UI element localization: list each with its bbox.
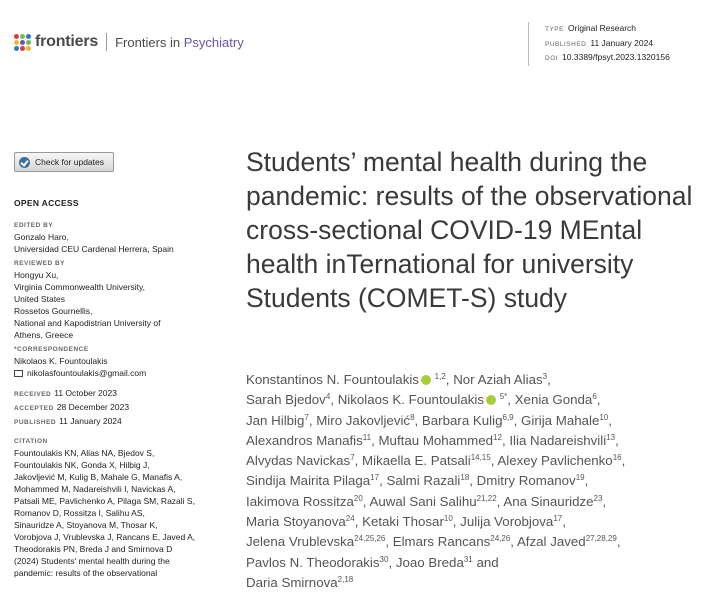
date-received [14,387,214,401]
reviewer-line: Rossetos Gournellis, [14,306,93,316]
author-name[interactable]: Elmars Rancans [392,534,491,550]
reviewed-by [14,259,214,341]
author-affiliation: 27,28,29 [585,534,617,544]
citation-line: pandemic: results of the observational [14,568,158,578]
article-dates [14,387,214,429]
citation-line: Fountoulakis KN, Alias NA, Bjedov S, [14,448,155,458]
check-for-updates-button[interactable] [14,152,114,172]
author-affiliation: 8 [410,412,415,422]
author-affiliation: 14,15 [470,453,491,463]
orcid-icon[interactable] [421,375,431,385]
open-access-label: OPEN ACCESS [14,198,79,208]
reviewer-line: Athens, Greece [14,330,74,340]
author-affiliation: 3 [542,372,548,381]
editor-line: Universidad CEU Cardenal Herrera, Spain [14,244,174,254]
check-icon [19,157,30,168]
citation-line: Sinauridze A, Stoyanova M, Thosar K, [14,520,158,530]
journal-specialty: Psychiatry [183,34,244,50]
author-name[interactable]: Girija Mahale [521,412,600,428]
author-affiliation: 4 [325,392,331,402]
edited-by [14,221,214,255]
date-accepted [14,401,214,415]
frontiers-logo[interactable] [14,33,244,51]
correspondence-email-row[interactable] [14,367,214,379]
citation-line: Patsali ME, Pavlichenko A, Pilaga SM, Razali S, [14,496,195,506]
date-key: ACCEPTED [14,405,54,412]
correspondence-email[interactable]: nikolasfountoulakis@gmail.com [27,368,147,378]
correspondence-heading: *CORRESPONDENCE [14,346,89,353]
citation-line: Vorobjova J, Vrublevska J, Rancans E, Javed A, [14,532,196,542]
meta-doi[interactable] [545,51,670,66]
date-key: PUBLISHED [14,419,57,426]
author-affiliation: 20 [353,493,363,503]
author-affiliation: 23 [593,493,603,503]
author-name[interactable]: Maria Stoyanova [246,514,346,530]
author-name[interactable]: Konstantinos N. Fountoulakis [246,372,419,387]
author-name[interactable]: Xenia Gonda [514,392,593,408]
author-name[interactable]: Dmitry Romanov [476,473,576,489]
author-affiliation: 31 [463,554,473,564]
author-name[interactable]: Jan Hilbig [246,412,305,428]
author-name[interactable]: Joao Breda [395,554,464,570]
meta-key: DOI [545,55,559,62]
author-name[interactable]: Ketaki Thosar [362,514,444,530]
citation-heading: CITATION [14,438,48,445]
reviewer-line: Virginia Commonwealth University, [14,282,146,292]
meta-value: Original Research [567,23,637,33]
author-name[interactable]: Sarah Bjedov [246,392,326,408]
check-updates-label: Check for updates [35,157,104,167]
author-affiliation: 6 [592,392,597,402]
author-name[interactable]: Mikaella E. Patsali [362,453,471,469]
editor-line: Gonzalo Haro, [14,232,69,242]
author-affiliation: 21,22 [476,493,497,503]
meta-value: 11 January 2024 [590,37,654,48]
brand-name: frontiers [35,33,99,50]
author-affiliation: 11 [362,432,372,442]
doi-link[interactable]: 10.3389/fpsyt.2023.1320156 [562,52,670,62]
article-title: Students’ mental health during the pandemic: results of the observational cross-sectional COVID-19 MEntal health inTernational for university Students (COMET-S) study [246,147,693,313]
author-affiliation: 24 [345,514,355,524]
author-affiliation: 5* [499,392,508,402]
article-sidebar [14,197,214,583]
author-name[interactable]: Jelena Vrublevska [246,534,355,550]
author-affiliation: 2,18 [337,574,354,584]
author-name[interactable]: Auwal Sani Salihu [369,493,477,509]
meta-key: TYPE [545,26,564,33]
meta-type [545,22,670,37]
author-name[interactable]: Muftau Mohammed [378,432,494,448]
citation-line: Theodorakis PN, Breda J and Smirnova D [14,544,173,554]
author-affiliation: 7 [350,453,355,463]
journal-prefix: Frontiers in [115,34,184,50]
citation [14,437,214,579]
frontiers-logo-icon [14,34,31,51]
author-name[interactable]: Daria Smirnova [246,574,338,590]
reviewer-line: United States [14,294,66,304]
correspondence-name: Nikolaos K. Fountoulakis [14,356,108,366]
author-name[interactable]: Sindija Mairita Pilaga [246,473,371,489]
citation-line: Jakovljević M, Kulig B, Mahale G, Manafis A, [14,472,183,482]
date-published [14,415,214,429]
author-affiliation: 18 [460,473,470,483]
author-name[interactable]: Ana Sinauridze [503,493,594,509]
date-value: 11 January 2024 [59,416,122,426]
author-affiliation: 1,2 [434,372,446,381]
reviewer-line: National and Kapodistrian University of [14,318,161,328]
author-name[interactable]: Miro Jakovljević [316,412,411,428]
author-name[interactable]: Alexey Pavlichenko [497,453,613,469]
author-name[interactable]: Nor Aziah Alias [453,372,543,387]
author-affiliation: 6,9 [502,412,514,422]
author-affiliation: 12 [493,432,502,442]
author-affiliation: 30 [379,554,389,564]
reviewer-line: Hongyu Xu, [14,270,59,280]
meta-key: PUBLISHED [545,40,587,48]
author-affiliation: 17 [553,514,563,524]
author-name[interactable]: Afzal Javed [516,534,586,550]
author-name[interactable]: Pavlos N. Theodorakis [246,554,380,570]
author-list: Konstantinos N. Fountoulakis $^{1,2}$, Nor Aziah Alias$^3$, Sarah Bjedov$^4$, Nikolaos K. Fountoulakis $^{5*}$, Xenia Gonda$^6$, Jan Hilbig$^7$, Miro Jakovljević$^8$, Barbara Kulig$^{6,9}$, Girija Mahale$^{10}$, Alexandros Manafis$^{11}$, Muftau Mohammed$^{12}$, Ilia Nadareishvili$^{13}$, Alvydas Navickas$^7$, Mikaella E. Patsali$^{14,15}$, Alexey Pavlichenko$^{16}$, Sindija Mairita Pilaga$^{17}$, Salmi Razali$^{18}$, Dmitry Romanov$^{19}$, Iakimova Rossitza$^{20}$, Auwal Sani Salihu$^{21,22}$, Ana Sinauridze$^{23}$, Maria Stoyanova$^{24}$, Ketaki Thosar$^{10}$, Julija Vorobjova$^{17}$, Jelena Vrublevska$^{24,25,26}$, Elmars Rancans$^{24,26}$, Afzal Javed$^{27,28,29}$, Pavlos N. Theodorakis$^{30}$, Joao Breda$^{31}$ and Daria Smirnova$^{2,18}$ [246,372,626,590]
mail-icon [14,370,23,377]
meta-published [545,37,670,52]
journal-name [115,35,244,50]
author-affiliation: 24,26 [490,534,511,544]
date-value: 11 October 2023 [54,388,117,398]
reviewed-by-heading: REVIEWED BY [14,260,66,267]
citation-line: Romanov D, Rossitza I, Salihu AS, [14,508,145,518]
author-name[interactable]: Iakimova Rossitza [246,493,354,509]
citation-line: Mohammed M, Nadareishvili I, Navickas A, [14,484,176,494]
author-name[interactable]: Nikolaos K. Fountoulakis [337,392,485,408]
citation-line: (2024) Students' mental health during the [14,556,170,566]
citation-line: Fountoulakis NK, Gonda X, Hilbig J, [14,460,150,470]
author-affiliation: 17 [370,473,380,483]
author-name[interactable]: Julija Vorobjova [460,514,554,530]
author-name[interactable]: Salmi Razali [386,473,461,489]
author-affiliation: 16 [612,453,622,463]
date-value: 28 December 2023 [56,402,130,412]
edited-by-heading: EDITED BY [14,222,54,229]
orcid-icon[interactable] [486,395,496,405]
author-affiliation: 24,25,26 [354,534,386,544]
author-name[interactable]: Alvydas Navickas [246,453,351,469]
correspondence [14,345,214,379]
logo-divider [106,33,107,51]
author-affiliation: 13 [606,432,616,442]
author-affiliation: 7 [304,412,309,422]
author-affiliation: 10 [443,514,453,524]
author-affiliation: 19 [575,473,585,483]
date-key: RECEIVED [14,391,52,398]
author-name[interactable]: Alexandros Manafis [246,432,363,448]
author-affiliation: 10 [599,412,609,422]
article-meta [528,22,670,66]
author-name[interactable]: Barbara Kulig [421,412,503,428]
author-name[interactable]: Ilia Nadareishvili [509,432,607,448]
